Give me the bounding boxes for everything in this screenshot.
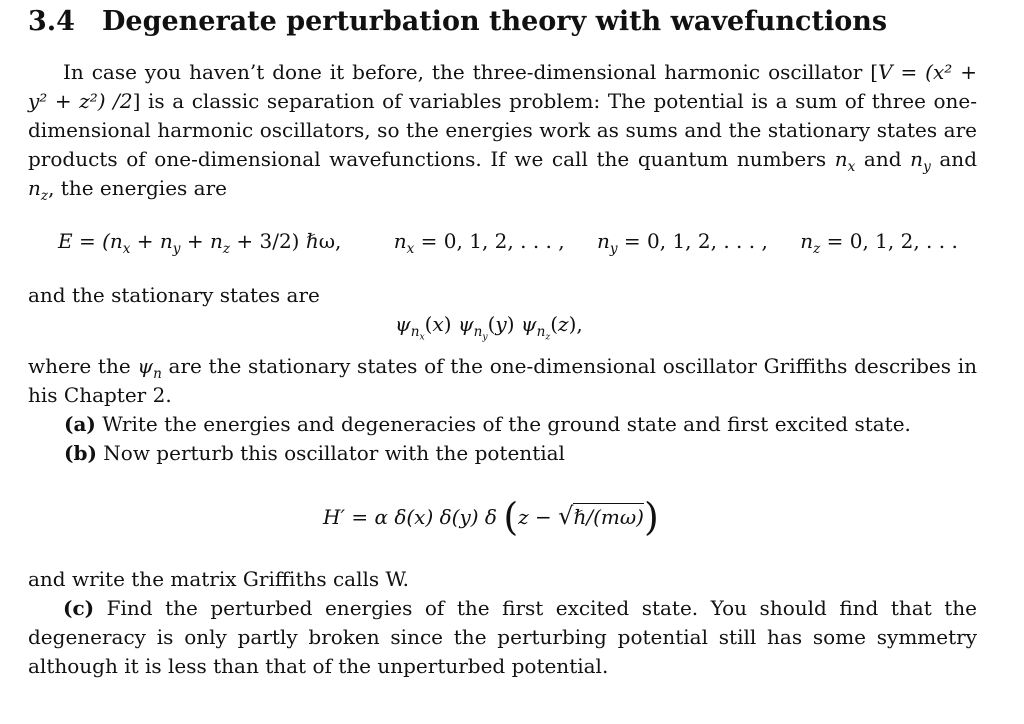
state-product-equation: $\psi_{n_x}(x)$ $\psi_{n_y}(y)$ $\psi_{n_z}(z)$, <box>395 312 583 343</box>
part-a-text: Write the energies and degeneracies of the ground state and first excited state. <box>102 412 911 436</box>
section-title: Degenerate perturbation theory with wavefunctions <box>102 6 888 37</box>
psi-n-symbol: $\psi_n$ <box>137 354 162 382</box>
intro-text-1: In case you haven’t done it before, the three-dimensional harmonic oscillator [ <box>63 60 879 84</box>
perturbation-lhs: H′ = α δ(x) δ(y) δ <box>323 505 497 529</box>
intro-text-2: ] is a classic separation of variables problem: The potential is a sum of three one-dimensional harmonic oscillators, so the energies work as sums and the stationary states are products of one-dimensional wavefunctions. If we call the quantum numbers <box>28 89 978 171</box>
matrix-paragraph: and write the matrix Griffiths calls W. <box>28 567 409 591</box>
perturbation-inner: z − <box>518 505 559 529</box>
psi-symbol-y: ψ <box>457 312 474 336</box>
part-b-text: Now perturb this oscillator with the potential <box>103 441 565 465</box>
part-c-text: Find the perturbed energies of the first excited state. You should find that the degeneracy is only partly broken since the perturbing potential still has some symmetry although it is less than that of the unperturbed potential. <box>28 596 977 678</box>
intro-text-3: and <box>855 147 911 171</box>
part-a <box>64 410 977 439</box>
ny-range: = 0, 1, 2, . . . , <box>623 229 768 253</box>
energy-lhs: E = (n <box>58 229 123 253</box>
potential-expression: V = (x² + y² + z²) /2 <box>28 60 977 113</box>
psi-symbol-z: ψ <box>520 312 537 336</box>
nx-range: = 0, 1, 2, . . . , <box>420 229 565 253</box>
part-b-label: (b) <box>64 441 97 465</box>
states-intro: and the stationary states are <box>28 283 320 307</box>
perturbation-equation: H′ = α δ(x) δ(y) δ (z − √ℏ/(mω)) <box>323 495 659 539</box>
energy-equation: $E = (n_x + n_y + n_z + 3/2)$ ℏω, $n_x = 0$, 1, 2, . . . , $n_y = 0$, 1, 2, . . . , $n_z = 0$, 1, 2, . . . <box>58 229 958 257</box>
section-heading <box>28 6 887 37</box>
parts-ab <box>64 410 977 468</box>
where-text-2: are the stationary states of the one-dimensional oscillator Griffiths describes in his Chapter 2. <box>28 354 978 407</box>
perturbation-root: ℏ/(mω) <box>573 505 644 529</box>
part-b <box>64 439 977 468</box>
quantum-number-nz: $n_z$ <box>28 176 49 204</box>
part-a-label: (a) <box>64 412 96 436</box>
intro-paragraph <box>28 58 977 203</box>
intro-text-4: and <box>930 147 977 171</box>
section-number: 3.4 <box>28 6 75 37</box>
part-c-label: (c) <box>63 596 95 620</box>
quantum-number-nx: $n_x$ <box>834 147 856 175</box>
where-paragraph <box>28 352 977 410</box>
nz-range: = 0, 1, 2, . . . <box>826 229 958 253</box>
psi-symbol-x: ψ <box>395 312 411 336</box>
quantum-number-ny: $n_y$ <box>910 147 931 175</box>
where-text-1: where the <box>28 354 138 378</box>
energy-rest: + 3/2) ℏω, <box>230 229 342 253</box>
part-c <box>28 594 977 681</box>
intro-text-5: , the energies are <box>48 176 227 200</box>
